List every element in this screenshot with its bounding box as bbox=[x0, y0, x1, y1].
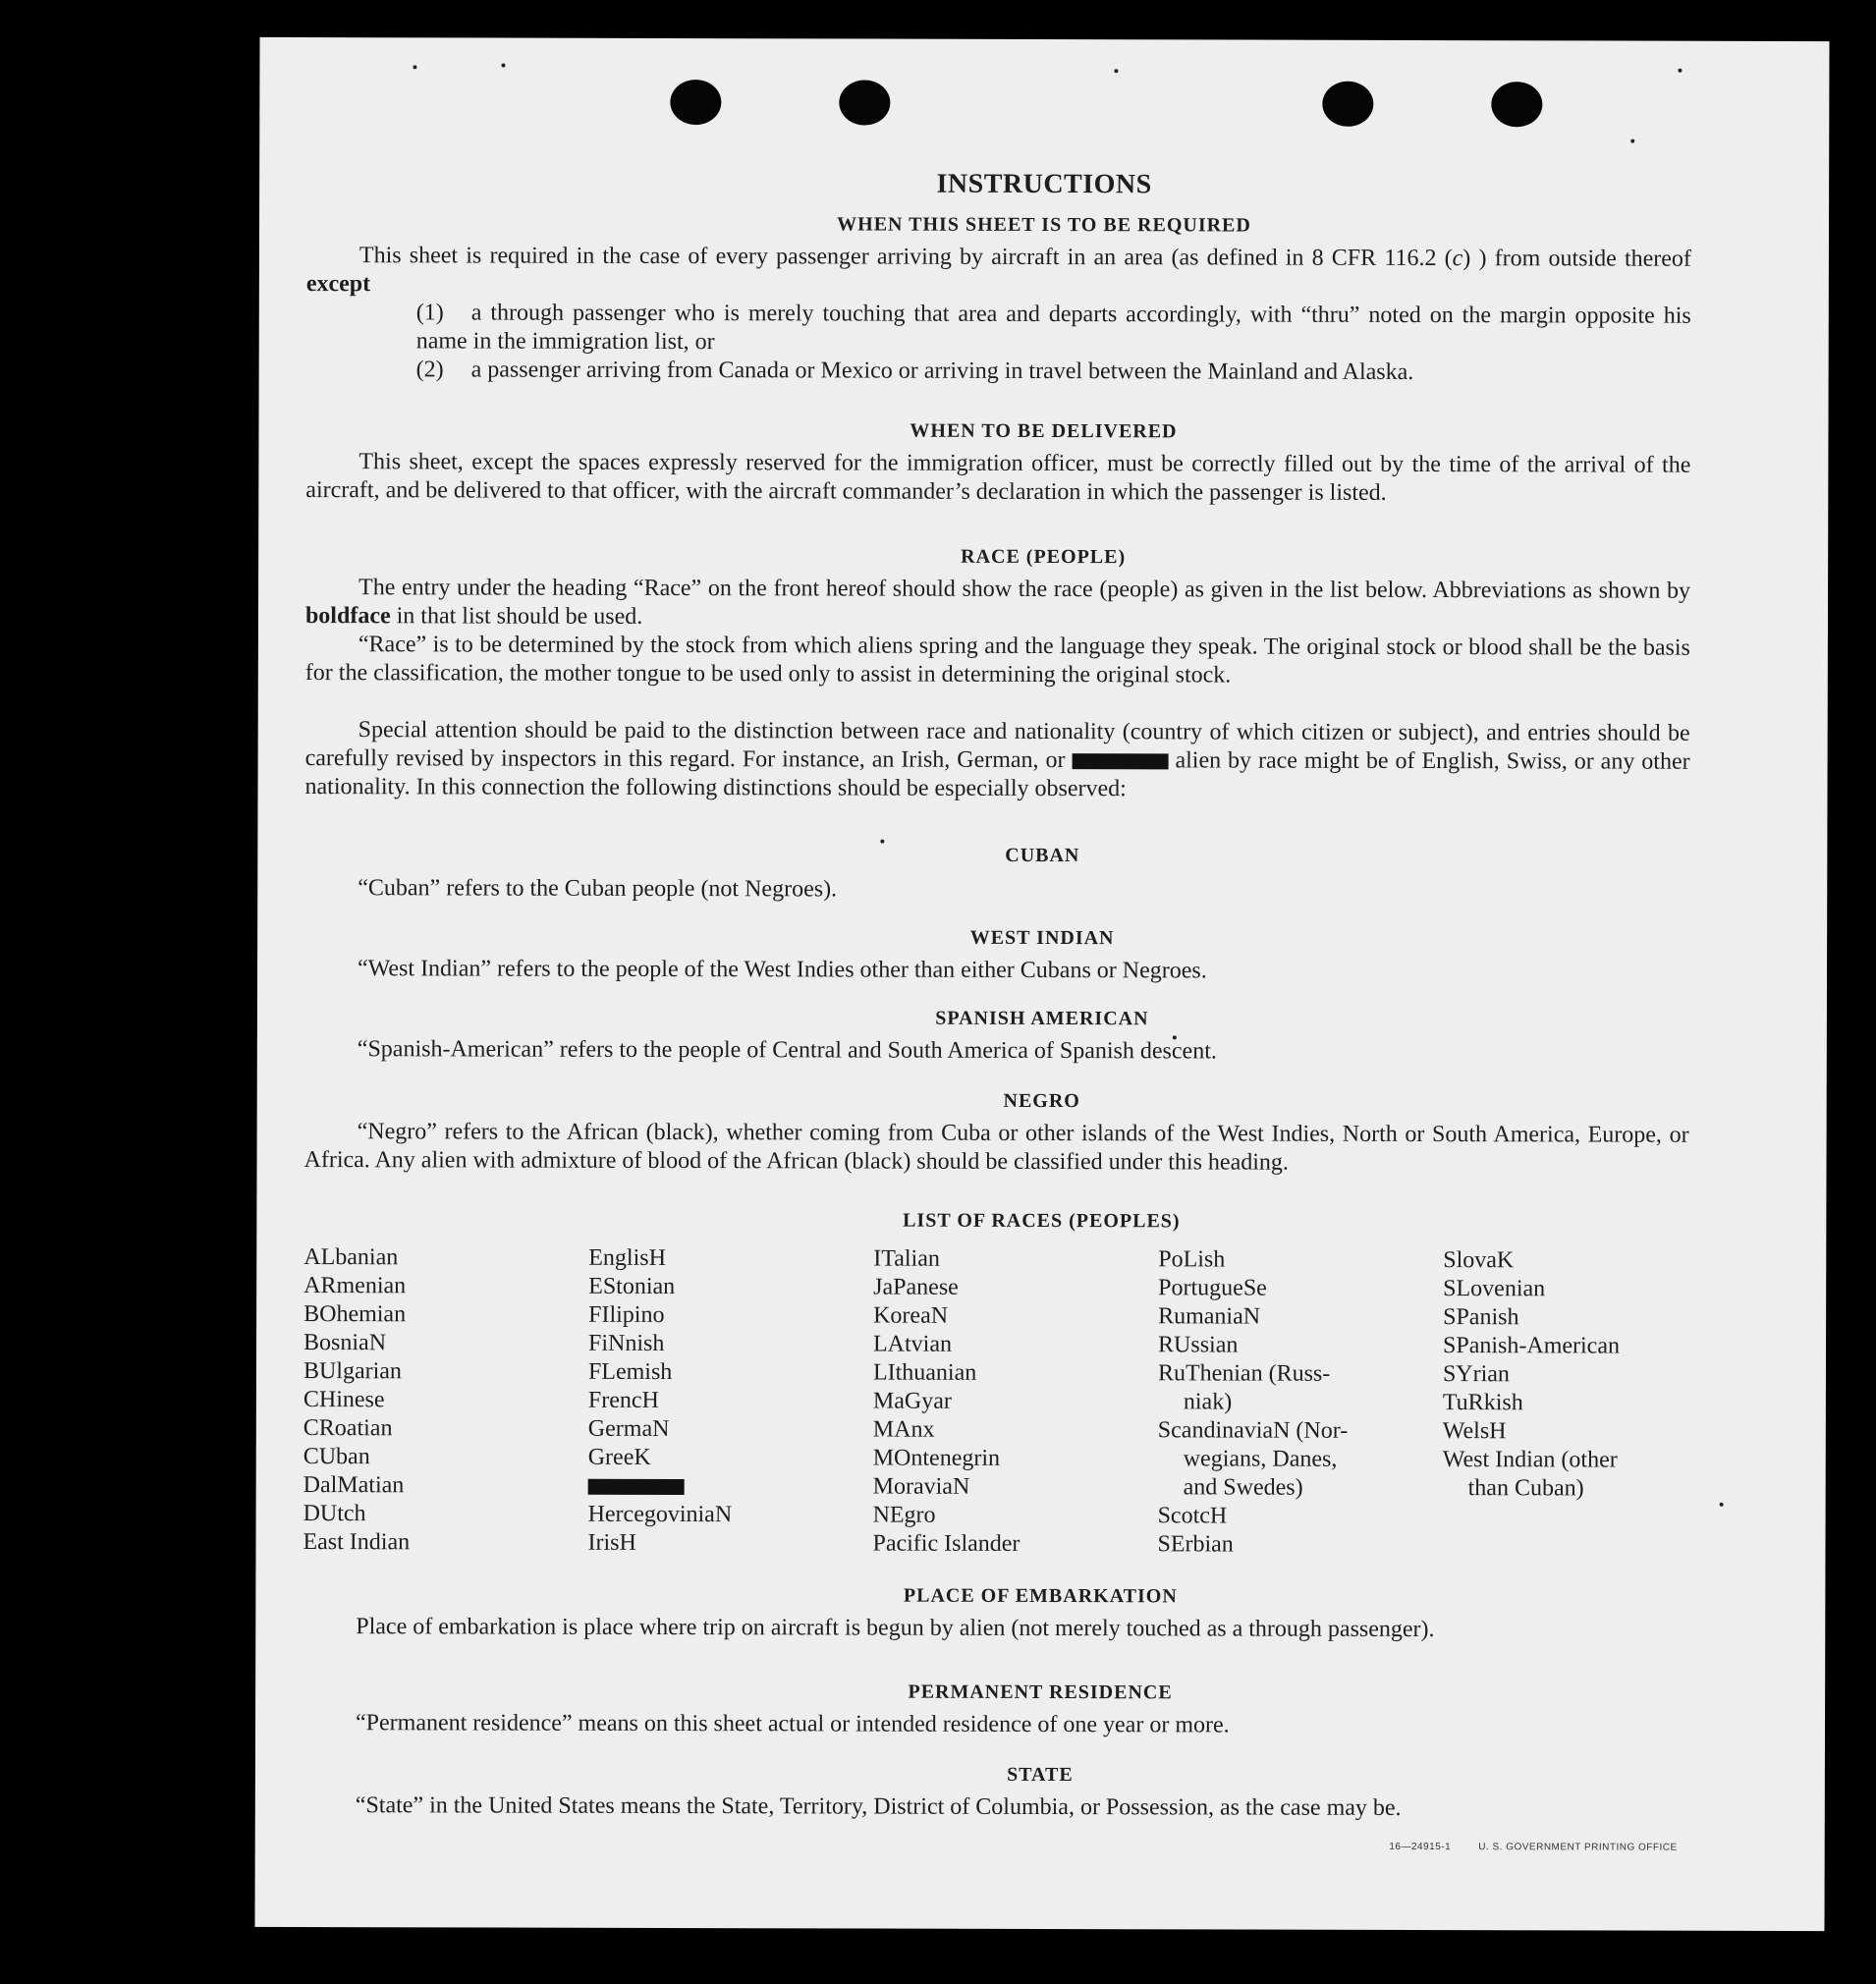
race-entry-continued: and Swedes) bbox=[1183, 1474, 1303, 1501]
race-entry: SlovaK bbox=[1443, 1247, 1515, 1274]
race-entry: PortugueSe bbox=[1158, 1275, 1267, 1301]
paragraph-state: “State” in the United States means the State, Territory, District of Columbia, or Possession, as the case may be. bbox=[355, 1792, 1402, 1821]
race-entry-continued: niak) bbox=[1183, 1389, 1233, 1415]
races-column-1 bbox=[303, 1243, 569, 1558]
race-entry-continued: wegians, Danes, bbox=[1183, 1446, 1338, 1472]
race-entry: BosniaN bbox=[303, 1330, 387, 1356]
redaction-mark bbox=[588, 1479, 685, 1495]
races-column-3 bbox=[872, 1245, 1138, 1560]
race-entry: GreeK bbox=[587, 1444, 651, 1470]
redaction-mark bbox=[1072, 754, 1168, 770]
item-text: a through passenger who is merely touching that area and departs accordingly, with “thru” noted on the margin opposite his name in the immigration list, or bbox=[415, 300, 1691, 356]
paragraph-race-1: The entry under the heading “Race” on the front hereof should show the race (people) as given in the list below. Abbreviations as shown by boldface in that list should be used. bbox=[304, 575, 1691, 630]
item-number: (2) bbox=[415, 357, 444, 383]
race-entry: FrencH bbox=[587, 1387, 659, 1413]
heading-when-delivered: WHEN TO BE DELIVERED bbox=[910, 419, 1178, 443]
race-entry: JaPanese bbox=[873, 1274, 959, 1300]
race-entry: MoraviaN bbox=[872, 1473, 970, 1500]
race-entry: HercegoviniaN bbox=[587, 1501, 733, 1528]
heading-state: STATE bbox=[1007, 1763, 1074, 1787]
race-entry: ARmenian bbox=[303, 1273, 407, 1299]
race-entry: SYrian bbox=[1442, 1361, 1510, 1388]
race-entry: PoLish bbox=[1158, 1246, 1226, 1273]
race-entry: RumaniaN bbox=[1158, 1303, 1261, 1330]
race-entry: SPanish bbox=[1443, 1304, 1519, 1331]
item-text: a passenger arriving from Canada or Mexico or arriving in travel between the Mainland and Alaska. bbox=[470, 357, 1414, 385]
race-entry: TuRkish bbox=[1442, 1390, 1523, 1416]
paragraph-when-delivered: This sheet, except the spaces expressly reserved for the immigration officer, must be correctly filled out by the time of the arrival of the aircraft, and be delivered to that officer, with the aircraft commander’s declaration in which the passenger is listed. bbox=[305, 449, 1691, 506]
race-entry: LIthuanian bbox=[872, 1359, 977, 1386]
paragraph-race-2: “Race” is to be determined by the stock from which aliens spring and the language they speak. The original stock or blood shall be the basis for the classification, the mother tongue to be used only to assist in determining the original stock. bbox=[304, 632, 1690, 689]
paragraph-west-indian: “West Indian” refers to the people of the West Indies other than either Cubans or Negroes. bbox=[358, 956, 1207, 984]
exception-item-1 bbox=[416, 299, 1691, 358]
race-entry: MOntenegrin bbox=[872, 1445, 1001, 1471]
document-title: INSTRUCTIONS bbox=[936, 168, 1152, 200]
race-entry: FLemish bbox=[587, 1358, 673, 1386]
race-entry: BOhemian bbox=[303, 1301, 407, 1328]
race-entry-redacted bbox=[588, 1472, 854, 1502]
paragraph-place-of-embarkation: Place of embarkation is place where trip on aircraft is begun by alien (not merely touched as a through passenger). bbox=[356, 1614, 1435, 1643]
race-entry: CHinese bbox=[303, 1387, 385, 1413]
document-page bbox=[254, 37, 1829, 1931]
race-entry: BUlgarian bbox=[303, 1358, 402, 1385]
paragraph-negro: “Negro” refers to the African (black), whether coming from Cuba or other islands of the West Indies, North or South America, Europe, or Africa. Any alien with admixture of blood of the African (black) should be classified under this heading. bbox=[303, 1119, 1689, 1176]
race-entry: ITalian bbox=[873, 1245, 940, 1272]
race-entry: GermaN bbox=[587, 1415, 670, 1443]
punch-hole bbox=[839, 80, 890, 125]
paragraph-permanent-residence: “Permanent residence” means on this sheet actual or intended residence of one year or more. bbox=[355, 1710, 1230, 1738]
race-entry: SPanish-American bbox=[1443, 1333, 1621, 1359]
punch-hole bbox=[670, 80, 721, 125]
heading-list-of-races: LIST OF RACES (PEOPLES) bbox=[903, 1209, 1181, 1233]
paragraph-race-3: Special attention should be paid to the distinction between race and nationality (country of which citizen or subject), and entries should be carefully revised by inspectors in this regard. For instance, an Irish, German, or alien by race might be of English, Swiss, or any other nationality. In this connection the following distinctions should be especially observed: bbox=[304, 717, 1690, 802]
race-entry: CUban bbox=[303, 1444, 370, 1470]
race-entry: RUssian bbox=[1158, 1332, 1239, 1358]
punch-hole bbox=[1491, 82, 1542, 127]
heading-spanish-american: SPANISH AMERICAN bbox=[935, 1007, 1149, 1030]
races-column-4 bbox=[1157, 1245, 1423, 1560]
race-entry: ScotcH bbox=[1157, 1503, 1228, 1529]
race-entry: RuThenian (Russ- bbox=[1157, 1360, 1331, 1387]
paragraph-spanish-american: “Spanish-American” refers to the people of Central and South America of Spanish descent. bbox=[357, 1036, 1217, 1065]
race-entry: WelsH bbox=[1442, 1418, 1507, 1445]
race-entry: West Indian (other bbox=[1442, 1447, 1618, 1473]
race-entry: ScandinaviaN (Nor- bbox=[1157, 1417, 1349, 1444]
race-entry: EStonian bbox=[588, 1273, 676, 1300]
paragraph-when-required: This sheet is required in the case of every passenger arriving by aircraft in an area (as defined in 8 CFR 116.2 (c) ) from outside thereof except bbox=[305, 243, 1691, 298]
races-column-2 bbox=[587, 1244, 854, 1559]
heading-race: RACE (PEOPLE) bbox=[961, 545, 1127, 569]
race-entry: MAnx bbox=[872, 1416, 935, 1443]
race-entry: SErbian bbox=[1157, 1531, 1234, 1558]
heading-negro: NEGRO bbox=[1003, 1089, 1080, 1113]
heading-place-of-embarkation: PLACE OF EMBARKATION bbox=[903, 1584, 1178, 1608]
paragraph-cuban: “Cuban” refers to the Cuban people (not Negroes). bbox=[358, 875, 838, 903]
race-entry: IrisH bbox=[587, 1529, 636, 1556]
race-entry: SLovenian bbox=[1443, 1276, 1546, 1302]
race-entry-continued: than Cuban) bbox=[1467, 1475, 1584, 1502]
heading-permanent-residence: PERMANENT RESIDENCE bbox=[908, 1681, 1173, 1704]
race-entry: DUtch bbox=[303, 1501, 366, 1527]
race-entry: LAtvian bbox=[873, 1331, 953, 1357]
exception-item-2 bbox=[416, 356, 1691, 387]
heading-cuban: CUBAN bbox=[1005, 844, 1080, 867]
heading-when-required: WHEN THIS SHEET IS TO BE REQUIRED bbox=[837, 213, 1251, 237]
race-entry: East Indian bbox=[303, 1529, 411, 1556]
race-entry: NEgro bbox=[872, 1502, 936, 1528]
race-entry: FIlipino bbox=[588, 1301, 665, 1328]
race-entry: MaGyar bbox=[872, 1388, 952, 1414]
race-entry: ALbanian bbox=[303, 1244, 399, 1271]
item-number: (1) bbox=[415, 300, 444, 326]
race-entry: DalMatian bbox=[303, 1472, 405, 1499]
form-number: 16—24915-1 bbox=[1389, 1841, 1452, 1853]
heading-west-indian: WEST INDIAN bbox=[969, 926, 1115, 950]
races-column-5 bbox=[1443, 1246, 1689, 1504]
printer-imprint: U. S. GOVERNMENT PRINTING OFFICE bbox=[1478, 1842, 1678, 1853]
race-entry: EnglisH bbox=[588, 1244, 666, 1271]
race-entry: CRoatian bbox=[303, 1415, 393, 1442]
printer-footer bbox=[1389, 1842, 1677, 1853]
punch-hole bbox=[1322, 82, 1373, 127]
race-entry: KoreaN bbox=[873, 1302, 949, 1329]
race-entry: FiNnish bbox=[588, 1330, 665, 1356]
race-entry: Pacific Islander bbox=[872, 1530, 1021, 1557]
